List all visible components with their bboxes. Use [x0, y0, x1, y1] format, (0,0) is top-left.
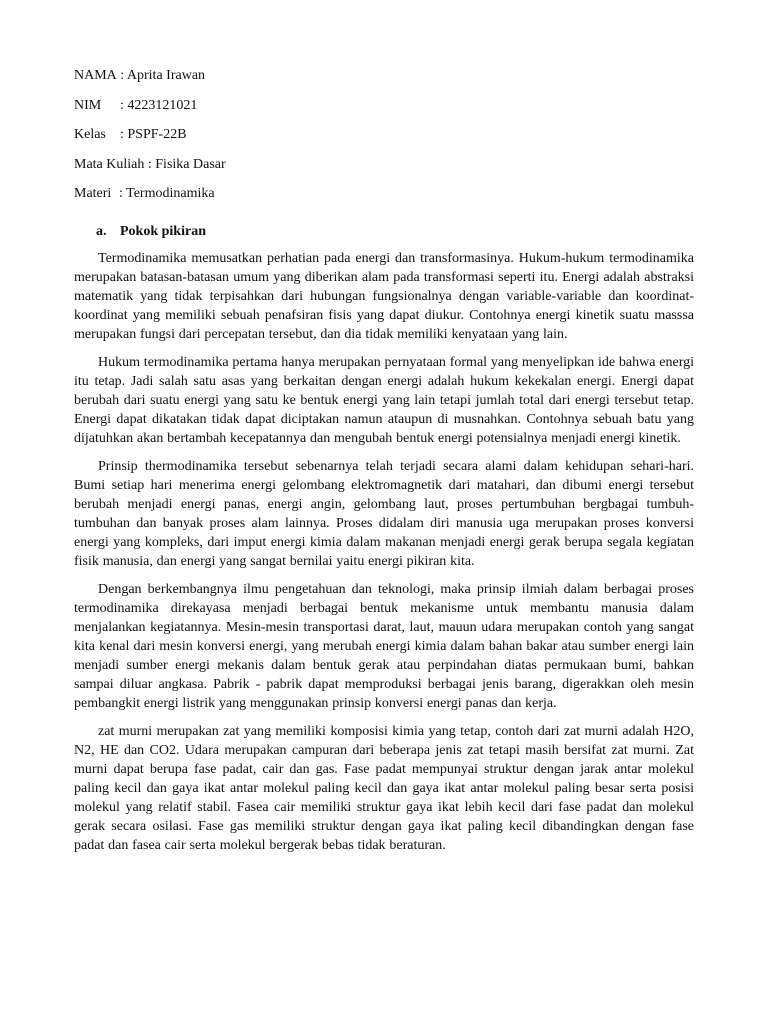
header-nama	[74, 68, 694, 84]
header-nim	[74, 98, 694, 114]
section-title: Pokok pikiran	[120, 224, 206, 239]
materi-label: Materi	[74, 186, 112, 201]
paragraph-5: zat murni merupakan zat yang memiliki komposisi kimia yang tetap, contoh dari zat murni adalah H2O, N2, HE dan CO2. Udara merupakan campuran dari beberapa jenis zat tetapi masih bersifat zat murni. Zat murni dapat berupa fase padat, cair dan gas. Fase padat mempunyai struktur dengan jarak antar molekul paling kecil dan gaya ikat antar molekul paling kecil dan gaya ikat antar molekul paling besar serta posisi molekul yang relatif stabil. Fasea cair memiliki struktur gaya ikat lebih kecil dari fase padat dan molekul gerak secara osilasi. Fase gas memiliki struktur dengan gaya ikat paling kecil dibandingkan dengan fase padat dan fasea cair serta molekul bergerak bebas tidak beraturan.	[74, 724, 694, 853]
mata-kuliah-value: : Fisika Dasar	[147, 156, 226, 172]
nama-label: NAMA	[74, 68, 117, 83]
paragraph-2: Hukum termodinamika pertama hanya merupakan pernyataan formal yang menyelipkan ide bahwa energi itu tetap. Jadi salah satu asas yang berkaitan dengan energi adalah hukum kekekalan energi. Energi dapat berubah dari suatu energi yang satu ke bentuk energi yang lain tetapi jumlah total dari energi tersebut tetap. Energi dapat dikatakan tidak dapat diciptakan namun ataupun di musnahkan. Contohnya sebuah batu yang dijatuhkan akan bertambah kecepatannya dan mengubah bentuk energi potensialnya menjadi energi kinetik.	[74, 355, 694, 446]
mata-kuliah-label: Mata Kuliah	[74, 156, 145, 172]
nim-value: : 4223121021	[120, 97, 198, 113]
header-mata-kuliah	[74, 157, 694, 173]
paragraph-1: Termodinamika memusatkan perhatian pada energi dan transformasinya. Hukum-hukum termodinamika merupakan batasan-batasan umum yang diberikan alam pada transformasi seperti itu. Energi adalah abstraksi matematik yang tidak terpisahkan dari hubungan fungsionalnya dengan variable-variable dan koordinat-koordinat yang memiliki sebuah penafsiran fisis yang dapat diukur. Contohnya energi kinetik suatu masssa merupakan fungsi dari percepatan tersebut, dan dia tidak memiliki kenyataan yang lain.	[74, 251, 694, 342]
header-kelas	[74, 127, 694, 143]
section-heading	[74, 224, 694, 240]
section-marker: a.	[96, 224, 107, 239]
kelas-value: : PSPF-22B	[120, 127, 187, 142]
nim-label: NIM	[74, 97, 102, 113]
paragraph-4: Dengan berkembangnya ilmu pengetahuan dan teknologi, maka prinsip ilmiah dalam berbagai proses termodinamika direkayasa menjadi berbagai bentuk mekanisme untuk membantu manusia dalam menjalankan kegiatannya. Mesin-mesin transportasi darat, laut, mauun udara merupakan contoh yang sangat kita kenal dari mesin konversi energi, yang merubah energi kimia dalam bahan bakar atau sumber energi lain menjadi sumber energi mekanis dalam bentuk gerak atau perpindahan diatas permukaan bumi, bahkan sampai diluar angkasa. Pabrik - pabrik dapat memproduksi berbagai jenis barang, digerakkan oleh mesin pembangkit energi listrik yang menggunakan prinsip konversi energi panas dan kerja.	[74, 582, 694, 711]
nama-value: : Aprita Irawan	[120, 68, 206, 83]
paragraph-3: Prinsip thermodinamika tersebut sebenarnya telah terjadi secara alami dalam kehidupan sehari-hari. Bumi setiap hari menerima energi gelombang elektromagnetik dari matahari, dan dibumi energi tersebut berubah menjadi energi panas, energi angin, gelombang laut, proses pertumbuhan bergbagai tumbuh-tumbuhan dan banyak proses alam lainnya. Proses didalam diri manusia uga merupakan proses konversi energi yang kompleks, dari imput energi kimia dalam makanan menjadi energi gerak berupa segala kegiatan fisik manusia, dan energi yang sangat bernilai yaitu energi pikiran kita.	[74, 459, 694, 569]
header-materi	[74, 186, 694, 202]
kelas-label: Kelas	[74, 127, 106, 142]
materi-value: : Termodinamika	[119, 186, 215, 201]
